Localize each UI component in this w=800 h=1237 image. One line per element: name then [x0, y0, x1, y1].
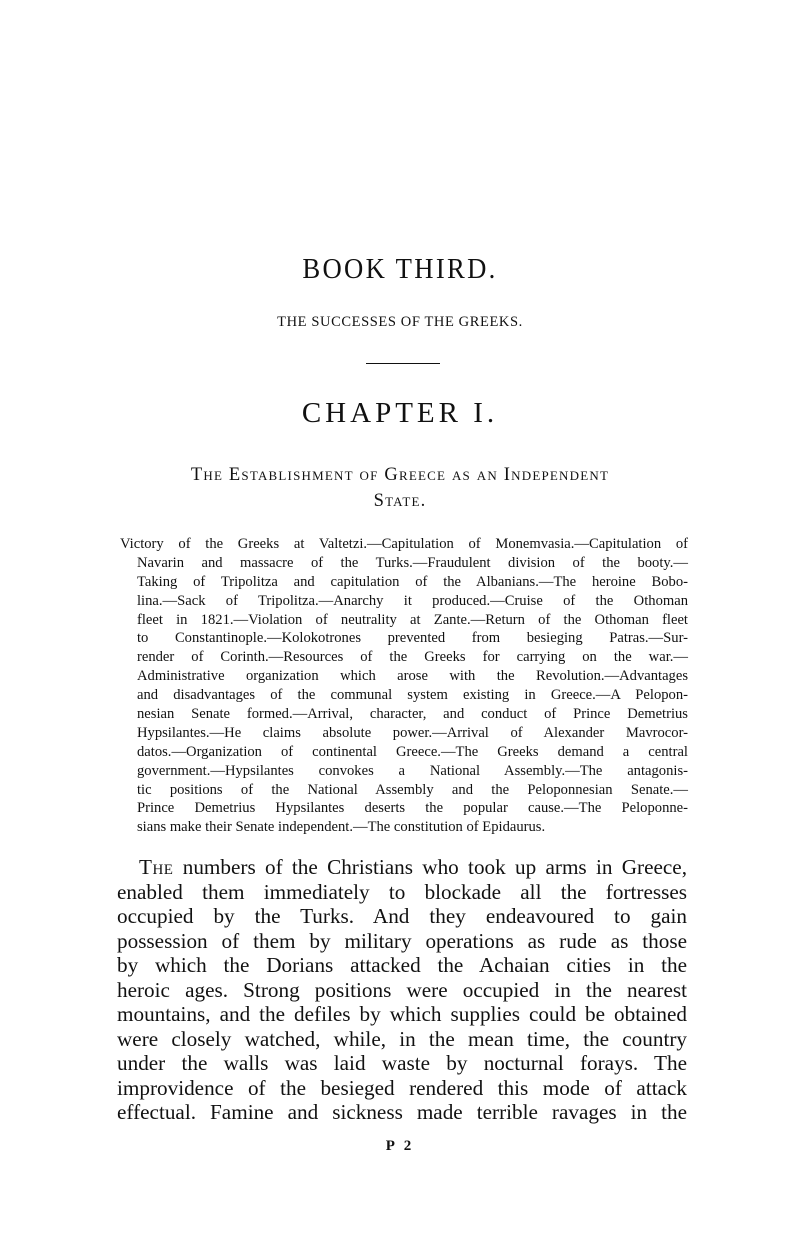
summary-line: and disadvantages of the communal system existing in Greece.—A Pelopon- [137, 687, 688, 704]
summary-line: sians make their Senate independent.—The constitution of Epidaurus. [137, 819, 546, 836]
chapter-title-line: State. [373, 491, 427, 511]
chapter-summary [120, 535, 688, 837]
summary-line: lina.—Sack of Tripolitza.—Anarchy it produced.—Cruise of the Othoman [137, 592, 688, 609]
body-line: heroic ages. Strong positions were occupied in the nearest [117, 977, 687, 1002]
summary-line: Taking of Tripolitza and capitulation of the Albanians.—The heroine Bobo- [137, 573, 688, 590]
summary-line: render of Corinth.—Resources of the Greeks for carrying on the war.— [137, 649, 688, 666]
body-line: possession of them by military operations as rude as those [117, 928, 687, 953]
summary-line: Victory of the Greeks at Valtetzi.—Capitulation of Monemvasia.—Capitulation of [120, 536, 688, 552]
summary-line: Navarin and massacre of the Turks.—Fraudulent division of the booty.— [137, 554, 688, 571]
summary-line: Hypsilantes.—He claims absolute power.—Arrival of Alexander Mavrocor- [137, 724, 688, 741]
body-line: effectual. Famine and sickness made terrible ravages in the [117, 1100, 687, 1124]
book-title: BOOK THIRD. [302, 253, 498, 285]
signature-mark: P 2 [385, 1138, 415, 1154]
body-line: mountains, and the defiles by which supplies could be obtained [117, 1002, 687, 1026]
body-line: under the walls was laid waste by nocturnal forays. The [117, 1051, 687, 1075]
summary-line: fleet in 1821.—Violation of neutrality at Zante.—Return of the Othoman fleet [137, 611, 688, 628]
body-line: were closely watched, while, in the mean time, the country [117, 1026, 687, 1051]
chapter-number: CHAPTER I. [301, 397, 499, 429]
body-line: enabled them immediately to blockade all the fortresses [117, 879, 687, 904]
summary-line: tic positions of the National Assembly and the Peloponnesian Senate.— [137, 781, 688, 798]
body-line: by which the Dorians attacked the Achaian cities in the [117, 953, 687, 977]
summary-line: Administrative organization which arose with the Revolution.—Advantages [137, 668, 688, 685]
body-paragraph [117, 855, 687, 1125]
lead-word: The [139, 855, 174, 879]
book-subtitle: THE SUCCESSES OF THE GREEKS. [277, 314, 523, 330]
section-divider [366, 363, 440, 364]
chapter-title-line: The Establishment of Greece as an Independent [190, 465, 610, 485]
summary-line: nesian Senate formed.—Arrival, character, and conduct of Prince Demetrius [137, 706, 688, 723]
chapter-title [110, 462, 690, 514]
body-line: occupied by the Turks. And they endeavoured to gain [117, 904, 687, 928]
summary-line: to Constantinople.—Kolokotrones prevented from besieging Patras.—Sur- [137, 630, 688, 647]
summary-line: government.—Hypsilantes convokes a National Assembly.—The antagonis- [137, 762, 688, 779]
body-line-text: numbers of the Christians who took up arms in Greece, [173, 855, 687, 879]
summary-line: datos.—Organization of continental Greece.—The Greeks demand a central [137, 743, 688, 760]
summary-line: Prince Demetrius Hypsilantes deserts the popular cause.—The Peloponne- [137, 800, 688, 817]
body-line: improvidence of the besieged rendered this mode of attack [117, 1075, 687, 1100]
body-line [117, 855, 687, 880]
